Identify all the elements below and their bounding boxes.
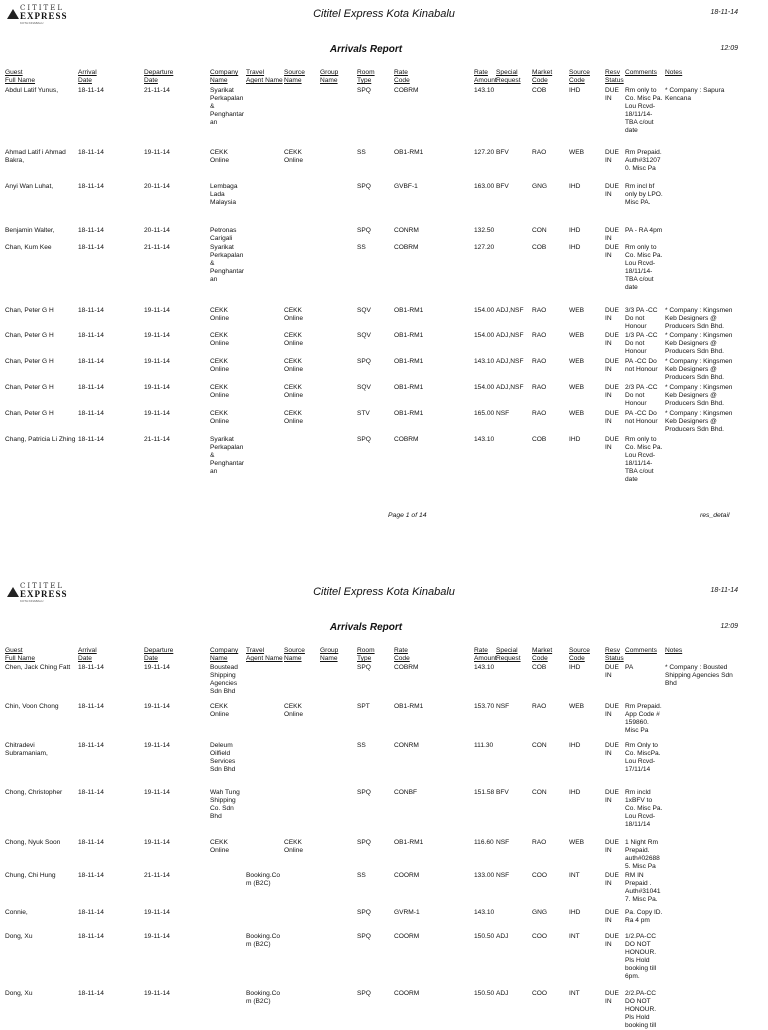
cell-rate: 111.30	[474, 742, 494, 749]
cell-special: ADJ,NSF	[496, 332, 524, 339]
cell-dep: 19-11-14	[144, 410, 170, 417]
print-date: 18-11-14	[710, 587, 738, 594]
cell-rate-code: COBRM	[394, 436, 419, 443]
cell-room: SPQ	[357, 839, 371, 846]
report-title: Arrivals Report	[329, 44, 403, 55]
cell-comments: Rm Prepaid. App Code # 159860. Misc Pa	[625, 703, 662, 734]
cell-comments: PA -CC Do not Honour	[625, 410, 658, 425]
cell-status: DUE IN	[605, 839, 619, 854]
cell-rate-code: OB1-RM1	[394, 384, 424, 391]
cell-guest: Chang, Patricia Li Zhing	[5, 436, 76, 443]
cell-src: IHD	[569, 789, 581, 796]
cell-arr: 18-11-14	[78, 358, 104, 365]
cell-company: CEKK Online	[210, 358, 230, 373]
cell-src: IHD	[569, 87, 581, 94]
cell-market: RAO	[532, 332, 547, 339]
report-title: Arrivals Report	[329, 622, 403, 633]
cell-guest: Chan, Kum Kee	[5, 244, 52, 251]
cell-arr: 18-11-14	[78, 909, 104, 916]
cell-dep: 21-11-14	[144, 87, 170, 94]
cell-status: DUE IN	[605, 87, 619, 102]
cell-dep: 19-11-14	[144, 990, 170, 997]
cell-company: Syarikat Perkapalan & Penghantar an	[210, 87, 245, 126]
col-departure: Departure Date	[144, 647, 174, 662]
cell-rate: 116.60	[474, 839, 494, 846]
cell-arr: 18-11-14	[78, 244, 104, 251]
cell-arr: 18-11-14	[78, 664, 104, 671]
cell-room: SPQ	[357, 933, 371, 940]
col-rate-code: Rate Code	[394, 69, 410, 84]
cell-notes: * Company : Kingsmen Keb Designers @ Producers Sdn Bhd.	[665, 384, 733, 407]
cell-room: SPQ	[357, 789, 371, 796]
cell-dep: 19-11-14	[144, 332, 170, 339]
cell-special: ADJ,NSF	[496, 384, 524, 391]
cell-src: WEB	[569, 332, 585, 339]
col-market-code: Market Code	[532, 69, 553, 84]
cell-rate-code: OB1-RM1	[394, 307, 424, 314]
cell-market: COB	[532, 436, 547, 443]
cell-guest: Benjamin Walter,	[5, 227, 55, 234]
cell-rate-code: COBRM	[394, 664, 419, 671]
cell-room: SQV	[357, 332, 371, 339]
cell-comments: PA	[625, 664, 634, 671]
cell-source: CEKK Online	[284, 307, 304, 322]
cell-company: Boustead Shipping Agencies Sdn Bhd	[210, 664, 238, 695]
cell-source: CEKK Online	[284, 149, 304, 164]
col-rate-amount: Rate Amount	[474, 647, 497, 662]
cell-agent: Booking.Co m (B2C)	[246, 872, 281, 887]
cell-market: RAO	[532, 358, 547, 365]
cell-rate-code: OB1-RM1	[394, 149, 424, 156]
col-group: Group Name	[320, 647, 339, 662]
cell-guest: Chan, Peter G H	[5, 332, 54, 339]
cell-market: CON	[532, 742, 547, 749]
cell-comments: Rm only to Co. Misc Pa. Lou Rcvd- 18/11/14- TBA c/out date	[625, 244, 663, 291]
cell-notes: * Company : Kingsmen Keb Designers @ Producers Sdn Bhd.	[665, 332, 733, 355]
cell-rate-code: OB1-RM1	[394, 358, 424, 365]
col-notes: Notes	[665, 69, 683, 76]
cell-notes: * Company : Bousted Shipping Agencies Sdn Bhd	[665, 664, 733, 687]
cell-rate-code: GVRM-1	[394, 909, 420, 916]
cell-dep: 19-11-14	[144, 307, 170, 314]
cell-company: CEKK Online	[210, 839, 230, 854]
col-special-request: Special Request	[496, 647, 521, 662]
cell-dep: 20-11-14	[144, 227, 170, 234]
cell-src: WEB	[569, 307, 585, 314]
cell-src: IHD	[569, 244, 581, 251]
col-company: Company Name	[210, 647, 239, 662]
cell-arr: 18-11-14	[78, 149, 104, 156]
cell-guest: Ahmad Latif i Ahmad Bakra,	[5, 149, 66, 164]
cell-rate-code: GVBF-1	[394, 183, 418, 190]
col-arrival: Arrival Date	[78, 69, 97, 84]
cell-rate: 132.50	[474, 227, 495, 234]
cell-market: COO	[532, 872, 548, 879]
cell-market: GNG	[532, 183, 548, 190]
cell-arr: 18-11-14	[78, 872, 104, 879]
cell-status: DUE IN	[605, 933, 619, 948]
cell-company: Petronas Carigali	[210, 227, 237, 242]
col-arrival: Arrival Date	[78, 647, 97, 662]
cell-guest: Dong, Xu	[5, 990, 33, 997]
hotel-name: Cititel Express Kota Kinabalu	[313, 586, 455, 598]
cell-market: GNG	[532, 909, 548, 916]
logo-line-3: KOTA KINABALU	[20, 599, 44, 603]
cell-guest: Chan, Peter G H	[5, 384, 54, 391]
cell-company: Wah Tung Shipping Co. Sdn Bhd	[210, 789, 240, 820]
cell-rate-code: OB1-RM1	[394, 703, 424, 710]
cell-arr: 18-11-14	[78, 183, 104, 190]
page-break	[0, 560, 768, 578]
cell-rate: 163.00	[474, 183, 495, 190]
cell-market: RAO	[532, 307, 547, 314]
col-group: Group Name	[320, 69, 339, 84]
cell-src: IHD	[569, 742, 581, 749]
cell-company: CEKK Online	[210, 384, 230, 399]
cell-dep: 19-11-14	[144, 358, 170, 365]
col-comments: Comments	[625, 69, 657, 76]
cell-arr: 18-11-14	[78, 703, 104, 710]
cell-rate-code: CONRM	[394, 742, 419, 749]
cell-rate-code: CONBF	[394, 789, 418, 796]
cell-room: SS	[357, 149, 366, 156]
cell-company: Syarikat Perkapalan & Penghantar an	[210, 244, 245, 283]
col-source-code: Source Code	[569, 647, 590, 662]
cell-comments: Rm Only to Co. MiscPa. Lou Rcvd- 17/11/14	[625, 742, 661, 773]
cell-room: SQV	[357, 384, 371, 391]
cell-status: DUE IN	[605, 703, 619, 718]
cell-comments: PA -CC Do not Honour	[625, 358, 658, 373]
cell-status: DUE IN	[605, 990, 619, 1005]
cell-special: NSF	[496, 410, 510, 417]
cell-arr: 18-11-14	[78, 410, 104, 417]
cell-rate: 143.10	[474, 664, 495, 671]
col-comments: Comments	[625, 647, 657, 654]
cell-source: CEKK Online	[284, 358, 304, 373]
cell-src: INT	[569, 872, 580, 879]
col-travel-agent: Travel Agent Name	[246, 647, 283, 662]
cell-special: BFV	[496, 183, 509, 190]
cell-arr: 18-11-14	[78, 332, 104, 339]
cell-src: WEB	[569, 384, 585, 391]
cell-status: DUE IN	[605, 227, 619, 242]
cell-guest: Chong, Nyuk Soon	[5, 839, 61, 846]
cell-market: CON	[532, 227, 547, 234]
print-time: 12:09	[720, 45, 738, 52]
cell-market: CON	[532, 789, 547, 796]
cell-status: DUE IN	[605, 384, 619, 399]
cell-src: IHD	[569, 227, 581, 234]
cell-status: DUE IN	[605, 244, 619, 259]
cell-src: WEB	[569, 358, 585, 365]
print-date: 18-11-14	[710, 9, 738, 16]
cell-guest: Chan, Peter G H	[5, 307, 54, 314]
cell-comments: Pa. Copy ID. Ra 4 pm	[625, 909, 663, 924]
cell-rate-code: OB1-RM1	[394, 332, 424, 339]
cell-special: NSF	[496, 703, 510, 710]
cell-status: DUE IN	[605, 410, 619, 425]
cell-company: CEKK Online	[210, 332, 230, 347]
cell-rate: 150.50	[474, 990, 495, 997]
cell-market: RAO	[532, 384, 547, 391]
col-company: Company Name	[210, 69, 239, 84]
cell-guest: Dong, Xu	[5, 933, 33, 940]
logo-line-1: CITITEL	[20, 582, 64, 590]
cell-comments: Rm incl bf only by LPO. Misc PA.	[625, 183, 663, 206]
cell-comments: Rm only to Co. Misc Pa. Lou Rcvd- 18/11/14- TBA c/out date	[625, 436, 663, 483]
cell-rate: 143.10	[474, 358, 495, 365]
cell-rate: 143.10	[474, 436, 495, 443]
cell-source: CEKK Online	[284, 410, 304, 425]
cell-status: DUE IN	[605, 872, 619, 887]
cell-rate: 150.50	[474, 933, 495, 940]
cell-arr: 18-11-14	[78, 789, 104, 796]
cell-rate: 143.10	[474, 909, 495, 916]
cell-room: SPQ	[357, 664, 371, 671]
cell-dep: 20-11-14	[144, 183, 170, 190]
cell-room: SS	[357, 244, 366, 251]
cell-arr: 18-11-14	[78, 384, 104, 391]
cell-dep: 19-11-14	[144, 384, 170, 391]
cell-company: Deleum Oilfield Services Sdn Bhd	[210, 742, 236, 773]
report-page-2	[0, 578, 768, 1029]
logo-line-1: CITITEL	[20, 4, 64, 12]
cell-arr: 18-11-14	[78, 87, 104, 94]
cell-status: DUE IN	[605, 332, 619, 347]
cell-company: CEKK Online	[210, 149, 230, 164]
page-number: Page 1 of 14	[388, 512, 427, 519]
cell-rate: 154.00	[474, 384, 495, 391]
cell-dep: 19-11-14	[144, 664, 170, 671]
cell-notes: * Company : Kingsmen Keb Designers @ Producers Sdn Bhd.	[665, 410, 733, 433]
cell-dep: 19-11-14	[144, 909, 170, 916]
cell-special: NSF	[496, 839, 510, 846]
cell-special: BFV	[496, 149, 509, 156]
col-notes: Notes	[665, 647, 683, 654]
cell-guest: Chen, Jack Ching Fatt	[5, 664, 71, 671]
cell-arr: 18-11-14	[78, 436, 104, 443]
cell-comments: 2/2.PA-CC DO NOT HONOUR. Pls Hold booking till	[625, 990, 657, 1029]
cell-rate: 154.00	[474, 307, 495, 314]
cell-rate-code: COBRM	[394, 87, 419, 94]
cell-rate-code: COORM	[394, 933, 420, 940]
cell-room: SPQ	[357, 909, 371, 916]
cell-guest: Chan, Peter G H	[5, 410, 54, 417]
col-departure: Departure Date	[144, 69, 174, 84]
cell-room: SPT	[357, 703, 370, 710]
logo-line-2: EXPRESS	[20, 11, 68, 21]
cell-company: Lembaga Lada Malaysia	[210, 183, 238, 206]
cell-dep: 19-11-14	[144, 839, 170, 846]
cell-status: DUE IN	[605, 664, 619, 679]
cell-rate: 165.00	[474, 410, 495, 417]
cell-room: SPQ	[357, 227, 371, 234]
cell-guest: Chung, Chi Hung	[5, 872, 56, 879]
col-source-name: Source Name	[284, 647, 305, 662]
cell-company: CEKK Online	[210, 307, 230, 322]
cell-room: SPQ	[357, 358, 371, 365]
cell-status: DUE IN	[605, 436, 619, 451]
col-guest: Guest Full Name	[5, 647, 36, 662]
cell-rate: 151.58	[474, 789, 495, 796]
col-room-type: Room Type	[357, 69, 375, 84]
report-reference: res_detail	[700, 512, 730, 519]
cell-rate: 143.10	[474, 87, 495, 94]
hotel-name: Cititel Express Kota Kinabalu	[313, 8, 455, 20]
cell-src: IHD	[569, 436, 581, 443]
cell-src: IHD	[569, 664, 581, 671]
cell-market: RAO	[532, 703, 547, 710]
cell-rate: 153.70	[474, 703, 495, 710]
cell-room: SPQ	[357, 990, 371, 997]
cell-rate-code: OB1-RM1	[394, 410, 424, 417]
cell-comments: Rm only to Co. Misc Pa. Lou Rcvd- 18/11/14- TBA c/out date	[625, 87, 663, 134]
cell-comments: 3/3 PA -CC Do not Honour	[625, 307, 658, 330]
logo-line-2: EXPRESS	[20, 589, 68, 599]
cell-status: DUE IN	[605, 358, 619, 373]
cell-special: ADJ,NSF	[496, 358, 524, 365]
cell-src: WEB	[569, 410, 585, 417]
cell-guest: Chan, Peter G H	[5, 358, 54, 365]
cell-special: ADJ	[496, 933, 509, 940]
cell-dep: 21-11-14	[144, 872, 170, 879]
cell-company: CEKK Online	[210, 410, 230, 425]
cell-special: NSF	[496, 872, 510, 879]
cell-status: DUE IN	[605, 789, 619, 804]
cell-status: DUE IN	[605, 742, 619, 757]
cell-room: SQV	[357, 307, 371, 314]
cell-src: WEB	[569, 839, 585, 846]
cell-market: RAO	[532, 839, 547, 846]
cell-guest: Anyi Wan Luhat,	[5, 183, 54, 190]
col-resv-status: Resv Status	[605, 69, 624, 84]
cell-market: COB	[532, 664, 547, 671]
col-source-name: Source Name	[284, 69, 305, 84]
cell-room: SPQ	[357, 436, 371, 443]
cell-dep: 19-11-14	[144, 789, 170, 796]
cell-src: INT	[569, 933, 580, 940]
col-travel-agent: Travel Agent Name	[246, 69, 283, 84]
cell-status: DUE IN	[605, 307, 619, 322]
cell-notes: * Company : Kingsmen Keb Designers @ Producers Sdn Bhd.	[665, 358, 733, 381]
cell-agent: Booking.Co m (B2C)	[246, 990, 281, 1005]
col-rate-amount: Rate Amount	[474, 69, 497, 84]
cell-dep: 21-11-14	[144, 244, 170, 251]
cell-source: CEKK Online	[284, 703, 304, 718]
cell-dep: 21-11-14	[144, 436, 170, 443]
cell-guest: Connie,	[5, 909, 28, 916]
col-market-code: Market Code	[532, 647, 553, 662]
cell-notes: * Company : Sapura Kencana	[665, 87, 725, 102]
cell-company: Syarikat Perkapalan & Penghantar an	[210, 436, 245, 475]
cell-guest: Abdul Latif Yunus,	[5, 87, 59, 94]
cell-room: SS	[357, 742, 366, 749]
cell-comments: 2/3 PA -CC Do not Honour	[625, 384, 658, 407]
cell-market: RAO	[532, 149, 547, 156]
cell-comments: 1 Night Rm Prepaid. auth#02688 5. Misc Pa	[625, 839, 660, 870]
cell-room: SPQ	[357, 87, 371, 94]
col-rate-code: Rate Code	[394, 647, 410, 662]
cell-special: ADJ,NSF	[496, 307, 524, 314]
cell-rate-code: COBRM	[394, 244, 419, 251]
cell-status: DUE IN	[605, 183, 619, 198]
cell-source: CEKK Online	[284, 332, 304, 347]
col-guest: Guest Full Name	[5, 69, 36, 84]
cell-arr: 18-11-14	[78, 227, 104, 234]
cell-room: STV	[357, 410, 370, 417]
cell-company: CEKK Online	[210, 703, 230, 718]
cell-room: SPQ	[357, 183, 371, 190]
cell-source: CEKK Online	[284, 839, 304, 854]
logo-line-3: KOTA KINABALU	[20, 21, 44, 25]
cell-market: COB	[532, 244, 547, 251]
cell-rate-code: COORM	[394, 990, 420, 997]
cell-comments: 1/3 PA -CC Do not Honour	[625, 332, 658, 355]
col-source-code: Source Code	[569, 69, 590, 84]
cell-market: RAO	[532, 410, 547, 417]
cell-rate: 127.20	[474, 149, 495, 156]
cell-market: COB	[532, 87, 547, 94]
cell-comments: PA - RA 4pm	[625, 227, 663, 234]
cell-arr: 18-11-14	[78, 307, 104, 314]
cell-market: COO	[532, 933, 548, 940]
cell-market: COO	[532, 990, 548, 997]
cell-guest: Chin, Voon Chong	[5, 703, 59, 710]
cell-status: DUE IN	[605, 149, 619, 164]
cell-rate-code: COORM	[394, 872, 420, 879]
cell-dep: 19-11-14	[144, 149, 170, 156]
cell-comments: RM IN Prepaid . Auth#31041 7. Misc Pa.	[625, 872, 661, 903]
cell-src: INT	[569, 990, 580, 997]
cell-comments: Rm incld 1xBFV to Co. Misc Pa. Lou Rcvd- 18/11/14	[625, 789, 663, 828]
cell-comments: Rm Prepaid. Auth#31207 0. Misc Pa	[625, 149, 662, 172]
print-time: 12:09	[720, 623, 738, 630]
cell-arr: 18-11-14	[78, 990, 104, 997]
cell-status: DUE IN	[605, 909, 619, 924]
cell-rate: 154.00	[474, 332, 495, 339]
col-special-request: Special Request	[496, 69, 521, 84]
cell-rate-code: CONRM	[394, 227, 419, 234]
cell-rate: 127.20	[474, 244, 495, 251]
cell-src: WEB	[569, 149, 585, 156]
cell-src: IHD	[569, 183, 581, 190]
cell-guest: Chitradevi Subramaniam,	[5, 742, 48, 757]
col-resv-status: Resv Status	[605, 647, 624, 662]
cell-room: SS	[357, 872, 366, 879]
cell-agent: Booking.Co m (B2C)	[246, 933, 281, 948]
cell-dep: 19-11-14	[144, 742, 170, 749]
cell-special: BFV	[496, 789, 509, 796]
cell-arr: 18-11-14	[78, 839, 104, 846]
col-room-type: Room Type	[357, 647, 375, 662]
cell-rate-code: OB1-RM1	[394, 839, 424, 846]
cell-arr: 18-11-14	[78, 933, 104, 940]
cell-src: WEB	[569, 703, 585, 710]
cell-notes: * Company : Kingsmen Keb Designers @ Producers Sdn Bhd.	[665, 307, 733, 330]
cell-comments: 1/2.PA-CC DO NOT HONOUR. Pls Hold booking till 6pm.	[625, 933, 657, 980]
cell-source: CEKK Online	[284, 384, 304, 399]
cell-src: IHD	[569, 909, 581, 916]
cell-arr: 18-11-14	[78, 742, 104, 749]
cell-special: ADJ	[496, 990, 509, 997]
cell-rate: 133.00	[474, 872, 495, 879]
cell-guest: Chong, Christopher	[5, 789, 63, 796]
cell-dep: 19-11-14	[144, 703, 170, 710]
cell-dep: 19-11-14	[144, 933, 170, 940]
